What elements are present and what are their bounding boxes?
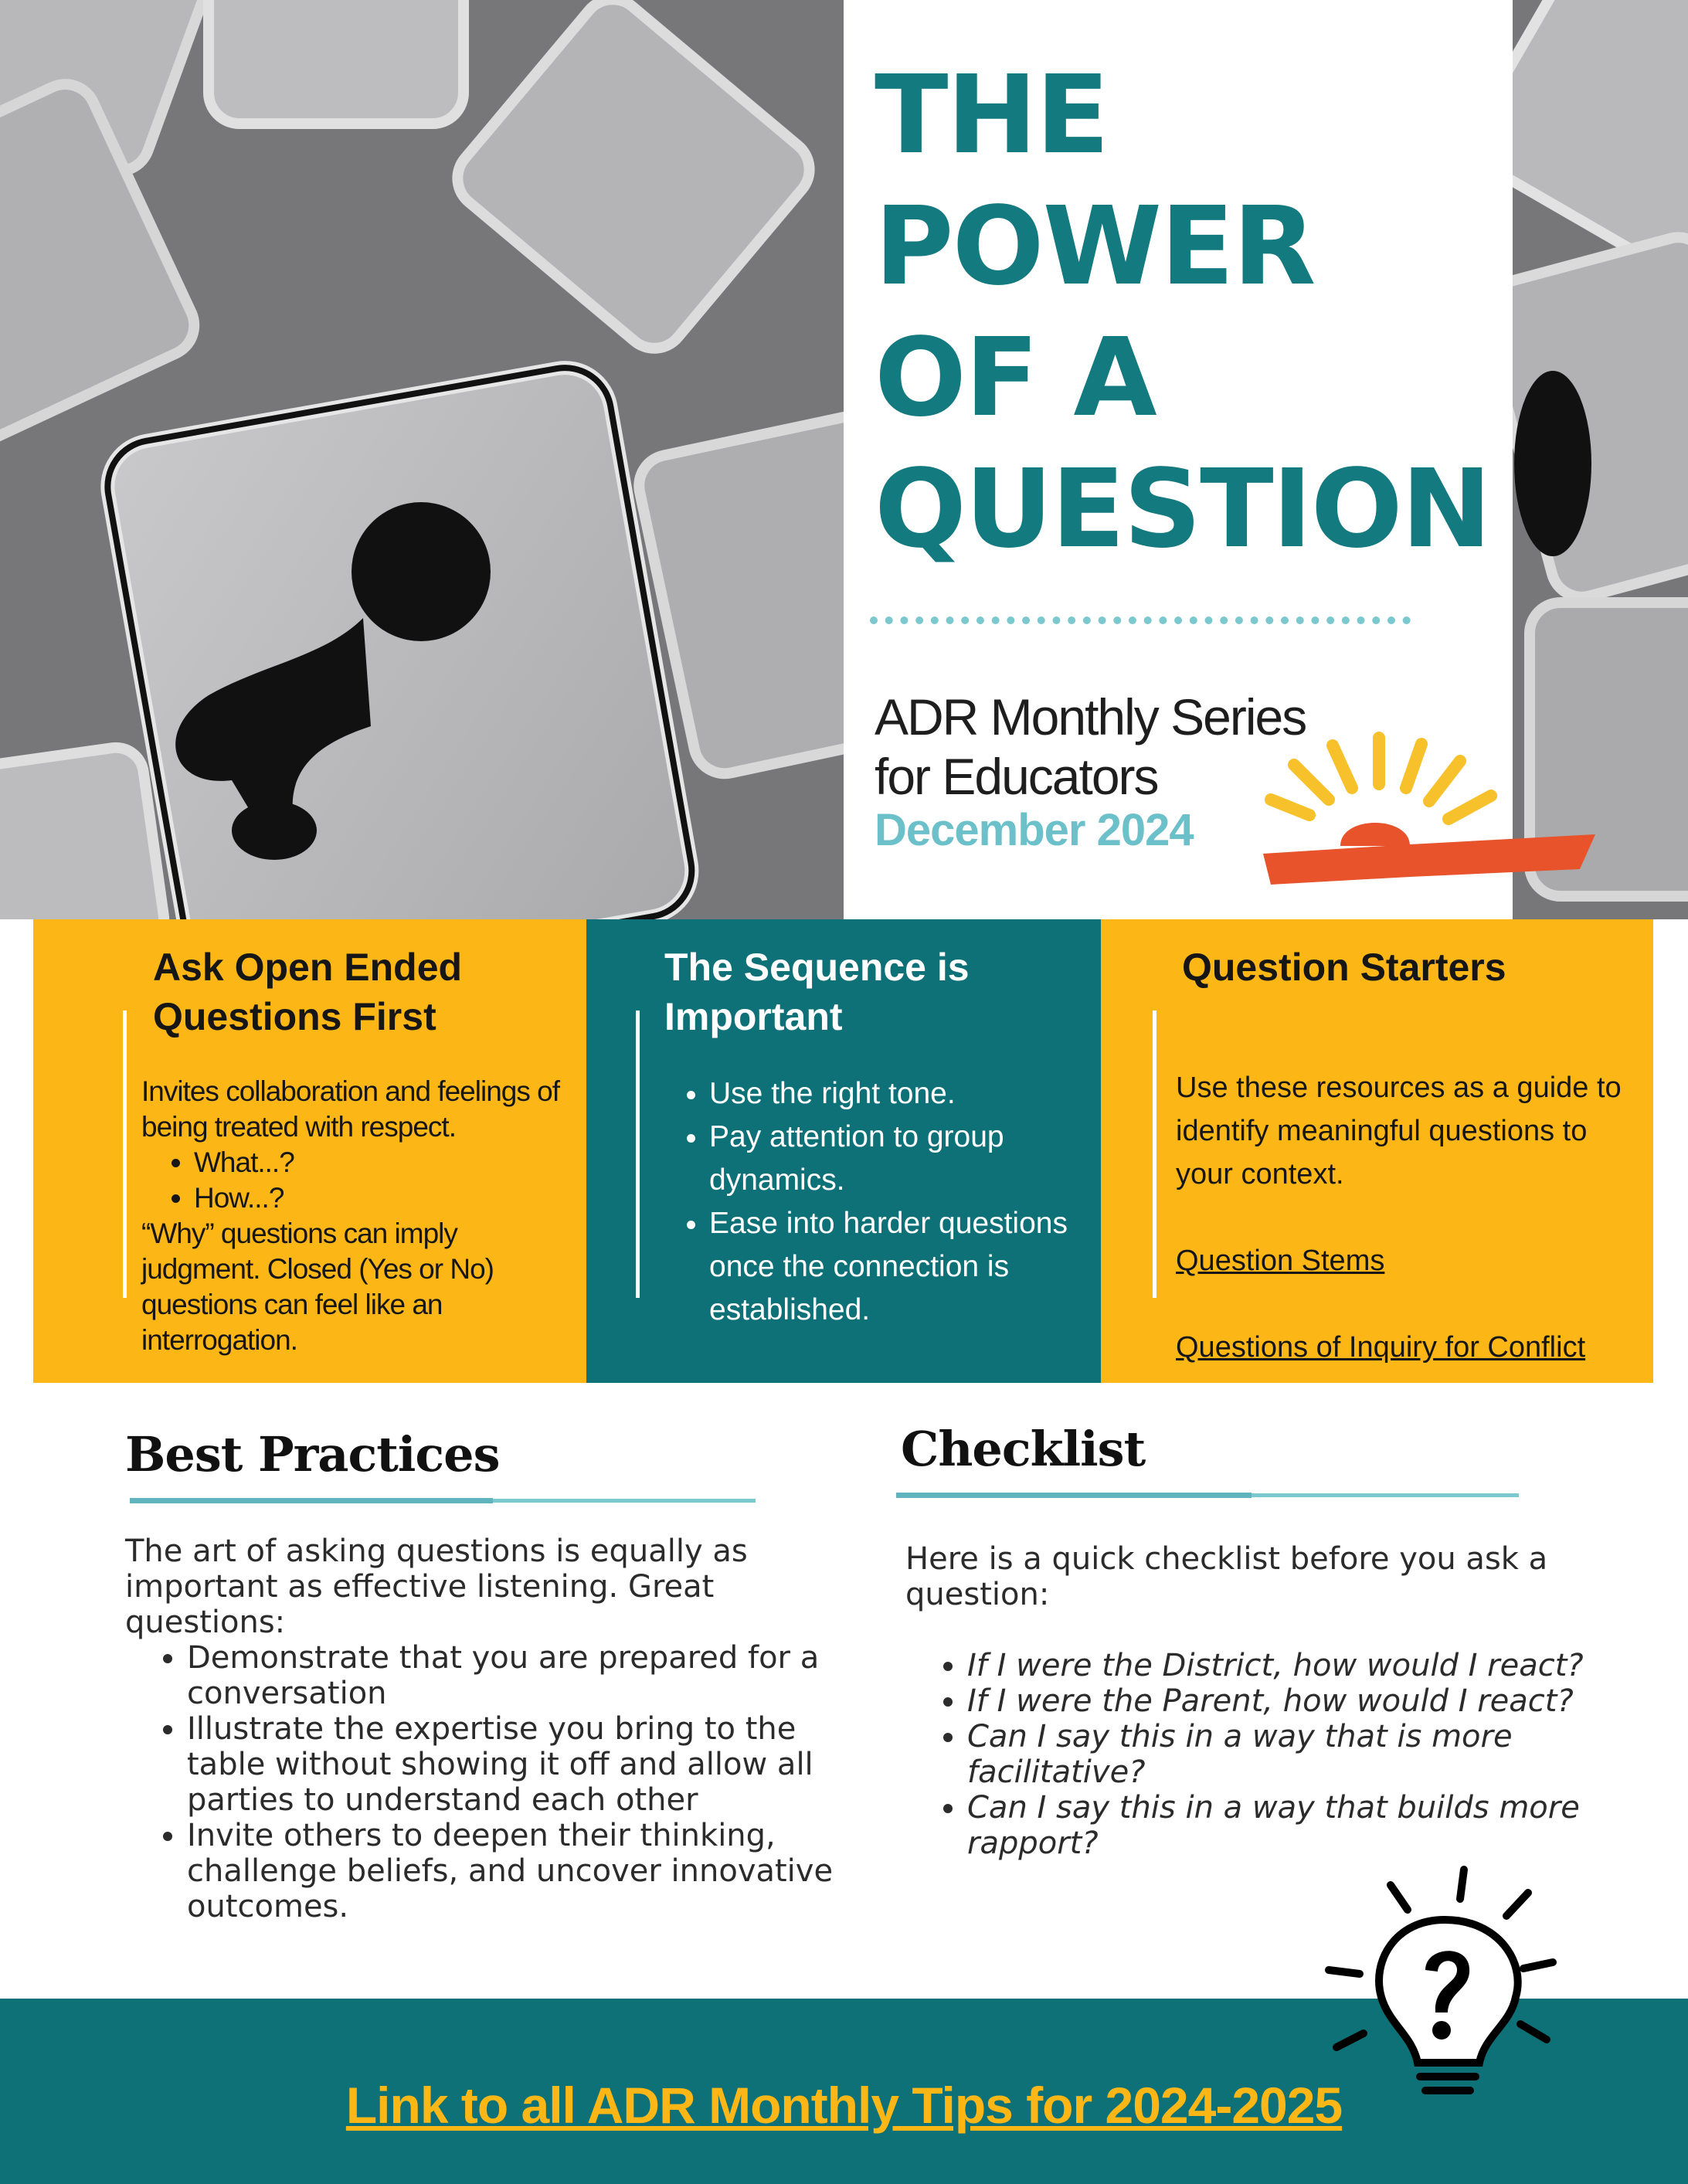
question-starters-panel [1101, 919, 1653, 1383]
example-question-list [141, 1145, 574, 1216]
list-item: • If I were the District, how would I react? [967, 1648, 1585, 1683]
checklist-list [905, 1648, 1585, 1861]
panel-title: Question Starters [1182, 946, 1506, 989]
panel-divider [123, 1010, 127, 1298]
panel-body [141, 1074, 574, 1358]
panel-title: Ask Open Ended Questions First [153, 946, 463, 1038]
title-line-3: OF A [875, 315, 1156, 441]
panel-body [664, 1072, 1097, 1332]
list-item: • Invite others to deepen their thinking, challenge beliefs, and uncover innovative outcomes. [187, 1818, 859, 1924]
sequence-panel [586, 919, 1101, 1383]
list-item: • Can I say this in a way that builds more rapport? [967, 1790, 1585, 1861]
lightbulb-question-icon [1321, 1862, 1576, 2101]
panel-divider [1153, 1010, 1156, 1298]
questions-of-inquiry-link[interactable]: Questions of Inquiry for Conflict [1176, 1331, 1586, 1364]
panel-body [1176, 1066, 1639, 1369]
list-item: • Ease into harder questions once the connection is established. [709, 1202, 1097, 1332]
sequence-list [664, 1072, 1097, 1332]
list-item: • Use the right tone. [709, 1072, 1097, 1116]
best-practices-list [125, 1640, 859, 1924]
panel-intro: Invites collaboration and feelings of being treated with respect. [141, 1075, 559, 1143]
section-underline [130, 1499, 756, 1503]
issue-date: December 2024 [875, 805, 1194, 855]
title-line-2: POWER [875, 184, 1315, 310]
list-item: • Demonstrate that you are prepared for a conversation [187, 1640, 859, 1711]
list-item: • How...? [194, 1180, 574, 1216]
hero-banner [0, 0, 1688, 919]
section-title: Best Practices [125, 1426, 500, 1483]
section-intro: Here is a quick checklist before you ask a question: [905, 1541, 1548, 1612]
list-item: • If I were the Parent, how would I react? [967, 1683, 1585, 1719]
panel-divider [636, 1010, 640, 1298]
title-line-4: QUESTION [875, 447, 1490, 572]
panel-outro: “Why” questions can imply judgment. Closed (Yes or No) questions can feel like an interrogation. [141, 1218, 494, 1356]
sunrise-book-logo [1255, 730, 1595, 904]
panel-title: The Sequence is Important [664, 946, 970, 1038]
section-body [905, 1541, 1585, 1861]
section-body [125, 1534, 859, 1924]
dotted-divider [870, 616, 1411, 624]
title-line-1: THE [875, 53, 1109, 178]
open-ended-questions-panel [33, 919, 586, 1383]
list-item: • Illustrate the expertise you bring to the table without showing it off and allow all parties to understand each other [187, 1711, 859, 1818]
panel-intro: Use these resources as a guide to identify meaningful questions to your context. [1176, 1072, 1622, 1191]
section-underline [896, 1493, 1519, 1497]
list-item: • Can I say this in a way that is more facilitative? [967, 1719, 1585, 1790]
adr-monthly-tips-link[interactable]: Link to all ADR Monthly Tips for 2024-2025 [345, 2077, 1343, 2134]
question-stems-link[interactable]: Question Stems [1176, 1245, 1385, 1277]
list-item: • What...? [194, 1145, 574, 1180]
series-subtitle: for Educators [875, 748, 1158, 805]
section-title: Checklist [901, 1421, 1146, 1477]
series-title: ADR Monthly Series [875, 688, 1306, 746]
list-item: • Pay attention to group dynamics. [709, 1116, 1097, 1202]
section-intro: The art of asking questions is equally as important as effective listening. Great questions: [125, 1534, 748, 1640]
